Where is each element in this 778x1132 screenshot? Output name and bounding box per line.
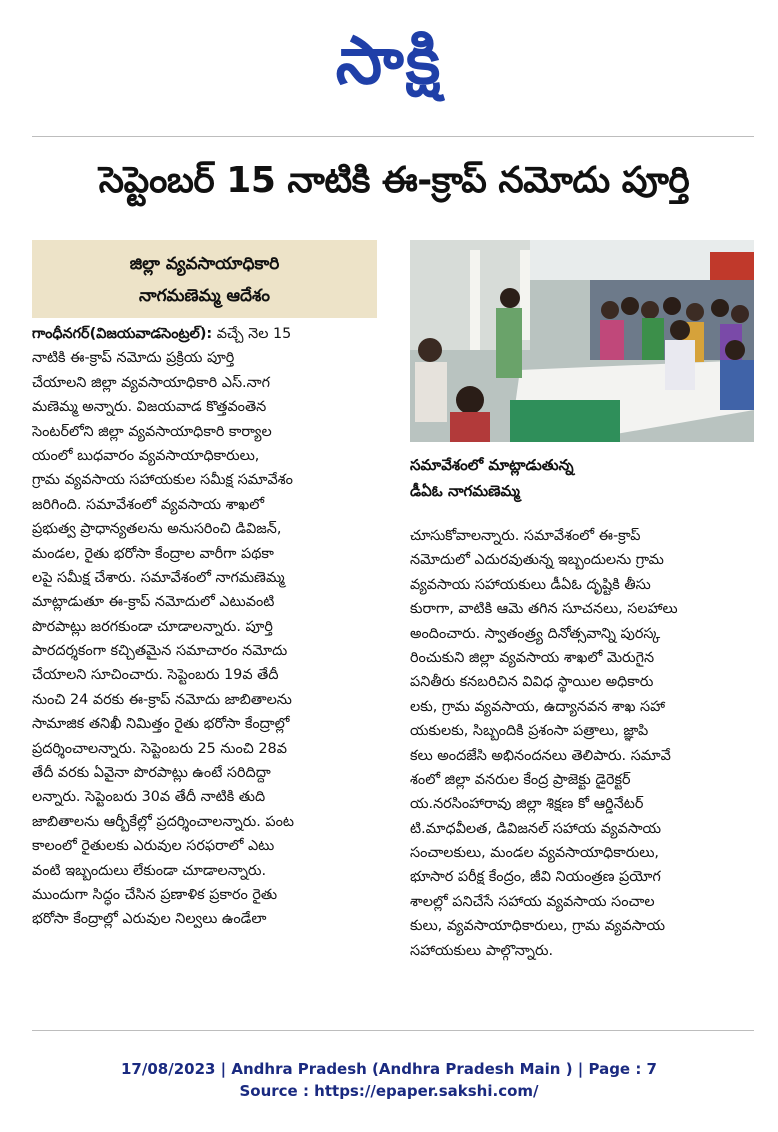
article-line (32, 761, 384, 785)
article-line-text: చేయాలని జిల్లా వ్యవసాయాధికారి ఎస్.నాగ (32, 374, 270, 391)
article-line-text: కాలంలో రైతులకు ఎరువుల సరఫరాలో ఎటు (32, 838, 275, 855)
article-line-text: తేదీ వరకు ఏవైనా పొరపాట్లు ఉంటే సరిదిద్దా (32, 765, 271, 782)
article-line-text: లకు, గ్రామ వ్యవసాయ, ఉద్యానవన శాఖ సహా (410, 698, 665, 715)
article-line (32, 468, 384, 492)
article-line-text: సంచాలకులు, మండల వ్యవసాయాధికారులు, (410, 845, 660, 862)
masthead-logo (0, 22, 778, 115)
subheadline-box (32, 240, 377, 318)
footer-source: Source : https://epaper.sakshi.com/ (239, 1082, 539, 1100)
article-line (32, 859, 384, 883)
article-line (410, 646, 754, 670)
article-line (410, 548, 754, 572)
article-line (410, 597, 754, 621)
article-line-text: వంటి ఇబ్బందులు లేకుండా చూడాలన్నారు. (32, 862, 267, 879)
article-line (410, 524, 754, 548)
article-line (410, 768, 754, 792)
logo-text: సాక్షి (335, 22, 443, 99)
article-line-text: మణెమ్మ అన్నారు. విజయవాడ కొత్తవంతెన (32, 399, 267, 416)
article-line (410, 817, 754, 841)
article-headline: సెప్టెంబర్ 15 నాటికి ఈ-క్రాప్ నమోదు పూర్తి (98, 160, 690, 201)
article-line (32, 517, 384, 541)
article-line (32, 785, 384, 809)
article-line (410, 939, 754, 963)
article-line-text: పారదర్శకంగా కచ్చితమైన సమాచారం నమోదు (32, 643, 288, 660)
article-line-text: భూసార పరీక్ష కేంద్రం, జీవి నియంత్రణ ప్రయోగ (410, 869, 661, 886)
article-column-2 (410, 524, 754, 963)
article-line-text: జాబితాలను ఆర్బీకేల్లో ప్రదర్శించాలన్నారు. పంట (32, 813, 294, 830)
article-line (32, 834, 384, 858)
article-line-text: ప్రదర్శించాలన్నారు. సెప్టెంబరు 25 నుంచి 28వ (32, 740, 287, 757)
article-line (32, 566, 384, 590)
article-line (410, 744, 754, 768)
article-line-text: నుంచి 24 వరకు ఈ-క్రాప్ నమోదు జాబితాలను (32, 691, 292, 708)
article-line (32, 663, 384, 687)
article-line (410, 914, 754, 938)
article-line (32, 907, 384, 931)
photo-caption (410, 452, 754, 504)
article-line-text: సామాజిక తనిఖీ నిమిత్తం రైతు భరోసా కేంద్రాల్లో (32, 716, 290, 733)
article-line (32, 712, 384, 736)
article-line-text: యంలో బుధవారం వ్యవసాయాధికారులు, (32, 447, 260, 464)
article-line (410, 670, 754, 694)
subheadline-line: జిల్లా వ్యవసాయాధికారి (129, 254, 280, 274)
article-line-text: లపై సమీక్ష చేశారు. సమావేశంలో నాగమణెమ్మ (32, 569, 285, 586)
article-line-text: చేయాలని సూచించారు. సెప్టెంబరు 19వ తేదీ (32, 667, 279, 684)
article-line (32, 883, 384, 907)
article-line-text: పనితీరు కనబరిచిన వివిధ స్థాయిల అధికారు (410, 674, 654, 691)
article-line (32, 737, 384, 761)
article-line (32, 542, 384, 566)
article-line-text: శాలల్లో పనిచేసే సహాయ వ్యవసాయ సంచాల (410, 893, 655, 910)
meeting-photo-illustration (410, 240, 754, 442)
article-line-text: కలు అందజేసి అభినందనలు తెలిపారు. సమావే (410, 747, 671, 764)
article-line (32, 590, 384, 614)
article-line (32, 371, 384, 395)
subheadline-line: నాగమణెమ్మ ఆదేశం (138, 286, 271, 306)
article-line (32, 639, 384, 663)
caption-line: సమావేశంలో మాట్లాడుతున్న (410, 456, 574, 474)
article-line (410, 695, 754, 719)
article-line-text: వ్యవసాయ సహాయకులు డీఏఓ దృష్టికి తీసు (410, 576, 651, 593)
bottom-divider (32, 1030, 754, 1031)
article-line (32, 615, 384, 639)
article-line-text: ముందుగా సిద్ధం చేసిన ప్రణాళిక ప్రకారం రైతు (32, 886, 278, 903)
article-line-text: రించుకుని జిల్లా వ్యవసాయ శాఖలో మెరుగైన (410, 649, 655, 666)
article-line (32, 688, 384, 712)
dateline: గాంధీనగర్(విజయవాడసెంట్రల్): (32, 326, 213, 342)
article-line (32, 322, 384, 346)
article-line-text: యకులకు, సిబ్బందికి ప్రశంసా పత్రాలు, జ్ఞాపి (410, 723, 649, 740)
article-line-text: సెంటర్‌లోని జిల్లా వ్యవసాయాధికారి కార్యాల (32, 423, 272, 440)
article-line (410, 719, 754, 743)
caption-line: డీఏఓ నాగమణెమ్మ (410, 482, 520, 500)
article-line (410, 573, 754, 597)
article-line-text: నమోదులో ఎదురవుతున్న ఇబ్బందులను గ్రామ (410, 552, 664, 569)
article-line-text: టి.మాధవీలత, డివిజనల్ సహాయ వ్యవసాయ (410, 820, 662, 837)
article-line-text: య.నరసింహారావు జిల్లా శిక్షణ కో ఆర్డినేటర్ (410, 796, 644, 813)
article-line (32, 493, 384, 517)
article-line-text: అందించారు. స్వాతంత్ర్య దినోత్సవాన్ని పురస్క (410, 625, 661, 642)
article-line-text: మాట్లాడుతూ ఈ-క్రాప్ నమోదులో ఎటువంటి (32, 594, 275, 611)
top-divider (32, 136, 754, 137)
article-line (410, 865, 754, 889)
article-line-text: మండల, రైతు భరోసా కేంద్రాల వారీగా పథకా (32, 545, 274, 562)
article-line-text: శంలో జిల్లా వనరుల కేంద్ర ప్రాజెక్టు డైరెక్టర్ (410, 771, 631, 788)
article-line-text: నాటికి ఈ-క్రాప్ నమోదు ప్రక్రియ పూర్తి (32, 350, 235, 367)
article-line (32, 346, 384, 370)
article-line-text: కులు, వ్యవసాయాధికారులు, గ్రామ వ్యవసాయ (410, 918, 666, 935)
article-line-text: లన్నారు. సెప్టెంబరు 30వ తేదీ నాటికి తుది (32, 789, 266, 806)
article-line-text: భరోసా కేంద్రాల్లో ఎరువుల నిల్వలు ఉండేలా (32, 911, 267, 928)
article-line-text: ప్రభుత్వ ప్రాధాన్యతలను అనుసరించి డివిజన్, (32, 521, 282, 538)
article-line (32, 395, 384, 419)
article-line-text: జరిగింది. సమావేశంలో వ్యవసాయ శాఖలో (32, 496, 264, 513)
article-line (32, 420, 384, 444)
article-column-1 (32, 322, 384, 932)
article-line-text: వచ్చే నెల 15 (216, 326, 292, 342)
article-line (32, 444, 384, 468)
meeting-photo (410, 240, 754, 442)
article-line (410, 841, 754, 865)
article-line-text: గ్రామ వ్యవసాయ సహాయకుల సమీక్ష సమావేశం (32, 472, 293, 489)
article-line-text: చూసుకోవాలన్నారు. సమావేశంలో ఈ-క్రాప్ (410, 528, 641, 544)
article-line (32, 810, 384, 834)
article-line-text: సహాయకులు పాల్గొన్నారు. (410, 942, 554, 959)
footer-info: 17/08/2023 | Andhra Pradesh (Andhra Pradesh Main ) | Page : 7 (120, 1060, 657, 1078)
article-line-text: పొరపాట్లు జరగకుండా చూడాలన్నారు. పూర్తి (32, 618, 273, 635)
article-line (410, 792, 754, 816)
article-line (410, 890, 754, 914)
article-line (410, 622, 754, 646)
article-line-text: కురాగా, వాటికి ఆమె తగిన సూచనలు, సలహాలు (410, 601, 678, 618)
